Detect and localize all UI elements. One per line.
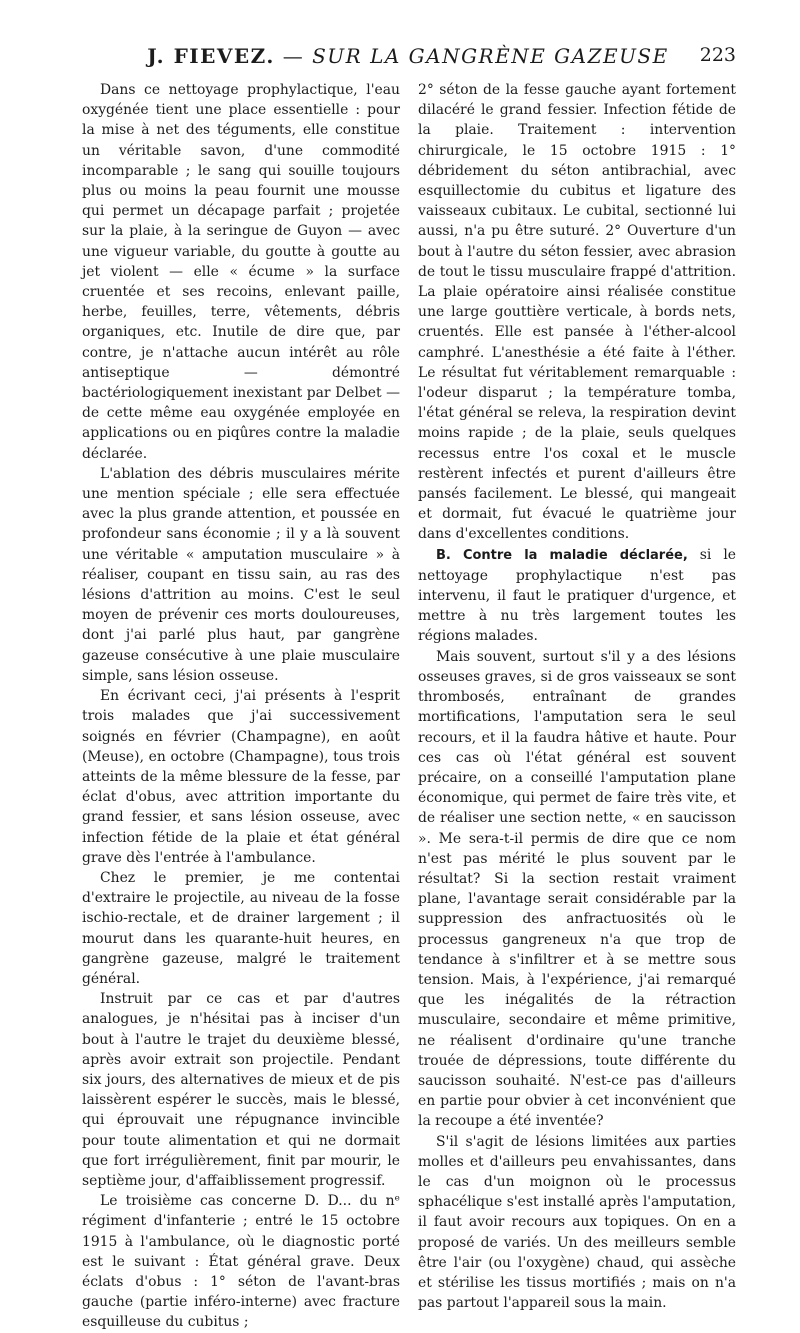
right-column	[418, 80, 736, 1313]
paragraph: Chez le premier, je me contentai d'extraire le projectile, au niveau de la fosse ischio-rectale, et de drainer largement ; il mourut dans les quarante-huit heures, en gangrène gazeuse, malgré le traitement général.	[82, 869, 400, 987]
section-heading: B. Contre la maladie déclarée,	[436, 547, 688, 563]
left-column	[82, 80, 400, 1333]
page-number: 223	[699, 44, 736, 66]
section-text: si le nettoyage prophylactique n'est pas intervenu, il faut le pratiquer d'urgence, et mettre à nu très largement toutes les régions malades.	[418, 546, 736, 645]
paragraph: En écrivant ceci, j'ai présents à l'esprit trois malades que j'ai successivement soignés en février (Champagne), en août (Meuse), en octobre (Champagne), tous trois atteints de la même blessure de la fesse, par éclat d'obus, avec attrition importante du grand fessier, et sans lésion osseuse, avec infection fétide de la plaie et état général grave dès l'entrée à l'ambulance.	[82, 688, 400, 866]
header-title: SUR LA GANGRÈNE GAZEUSE	[312, 44, 669, 68]
running-header	[80, 44, 736, 70]
running-title	[80, 44, 736, 68]
paragraph: Le troisième cas concerne D. D... du nᵉ régiment d'infanterie ; entré le 15 octobre 1915 à l'ambulance, où le diagnostic porté est le suivant : État général grave. Deux éclats d'obus : 1° séton de l'avant-bras gauche (partie inféro-interne) avec fracture esquilleuse du cubitus ;	[82, 1193, 400, 1331]
paragraph: Instruit par ce cas et par d'autres analogues, je n'hésitai pas à inciser d'un bout à l'autre le trajet du deuxième blessé, après avoir extrait son projectile. Pendant six jours, des alternatives de mieux et de pis laissèrent espérer le succès, mais le blessé, qui éprouvait une répugnance invincible pour toute alimentation et qui ne dormait que fort irrégulièrement, finit par mourir, le septième jour, d'affaiblissement progressif.	[82, 991, 400, 1189]
paragraph: S'il s'agit de lésions limitées aux parties molles et d'ailleurs peu envahissantes, dans le cas d'un moignon où le processus sphacélique s'est installé après l'amputation, il faut avoir recours aux topiques. On en a proposé de variés. Un des meilleurs semble être l'air (ou l'oxygène) chaud, qui assèche et stérilise les tissus mortifiés ; mais on n'a pas partout l'appareil sous la main.	[418, 1133, 736, 1312]
paragraph: L'ablation des débris musculaires mérite une mention spéciale ; elle sera effectuée avec la plus grande attention, et poussée en profondeur sans économie ; il y a là souvent une véritable « amputation musculaire » à réaliser, coupant en tissu sain, au ras des lésions d'attrition au moins. C'est le seul moyen de prévenir ces morts douloureuses, dont j'ai parlé plus haut, par gangrène gazeuse consécutive à une plaie musculaire simple, sans lésion osseuse.	[82, 465, 400, 684]
header-author: J. FIEVEZ.	[147, 44, 275, 68]
paragraph: Dans ce nettoyage prophylactique, l'eau oxygénée tient une place essentielle : pour la mise à net des téguments, elle constitue un véritable savon, d'une commodité incomparable ; le sang qui souille toujours plus ou moins la peau fournit une mousse qui permet un décapage parfait ; projetée sur la plaie, à la seringue de Guyon — avec une vigueur variable, du goutte à goutte au jet violent — elle « écume » la surface cruentée et ses recoins, enlevant paille, herbe, feuilles, terre, vêtements, débris organiques, etc. Inutile de dire que, par contre, je n'attache aucun intérêt au rôle antiseptique — démontré bactériologiquement inexistant par Delbet — de cette même eau oxygénée employée en applications ou en piqûres contre la maladie déclarée.	[82, 82, 400, 462]
paragraph: 2° séton de la fesse gauche ayant fortement dilacéré le grand fessier. Infection fétide de la plaie. Traitement : intervention chirurgicale, le 15 octobre 1915 : 1° débridement du séton antibrachial, avec esquillectomie du cubitus et ligature des vaisseaux cubitaux. Le cubital, sectionné lui aussi, n'a pu être suturé. 2° Ouverture d'un bout à l'autre du séton fessier, avec abrasion de tout le tissu musculaire frappé d'attrition. La plaie opératoire ainsi réalisée constitue une large gouttière verticale, à bords nets, cruentés. Elle est pansée à l'éther-alcool camphré. L'anesthésie a été faite à l'éther. Le résultat fut véritablement remarquable : l'odeur disparut ; la température tomba, l'état général se releva, la respiration devint moins rapide ; de la plaie, seuls quelques recessus entre l'os coxal et le muscle restèrent infectés et purent d'ailleurs être pansés facilement. Le blessé, qui mangeait et dormait, fut évacué le quatrième jour dans d'excellentes conditions.	[418, 82, 736, 543]
paragraph-section-b	[418, 545, 736, 647]
paragraph: Mais souvent, surtout s'il y a des lésions osseuses graves, si de gros vaisseaux se sont thrombosés, entraînant de grandes mortifications, l'amputation sera le seul recours, et il la faudra hâtive et haute. Pour ces cas où l'état général est souvent précaire, on a conseillé l'amputation plane économique, qui permet de faire très vite, et de réaliser une section nette, « en saucisson ». Me sera-t-il permis de dire que ce nom n'est pas mérité le plus souvent par le résultat? Si la section restait vraiment plane, l'avantage serait considérable par la suppression des anfractuosités où le processus gangreneux n'a que trop de tendance à s'infiltrer et à se mettre sous tension. Mais, à l'expérience, j'ai remarqué que les inégalités de la rétraction musculaire, secondaire et même primitive, ne réalisent d'ordinaire qu'une tranche trouée de dépressions, toute différente du saucisson souhaité. N'est-ce pas d'ailleurs en partie pour obvier à cet inconvénient que la recoupe a été inventée?	[418, 648, 736, 1130]
header-separator: —	[282, 44, 305, 68]
